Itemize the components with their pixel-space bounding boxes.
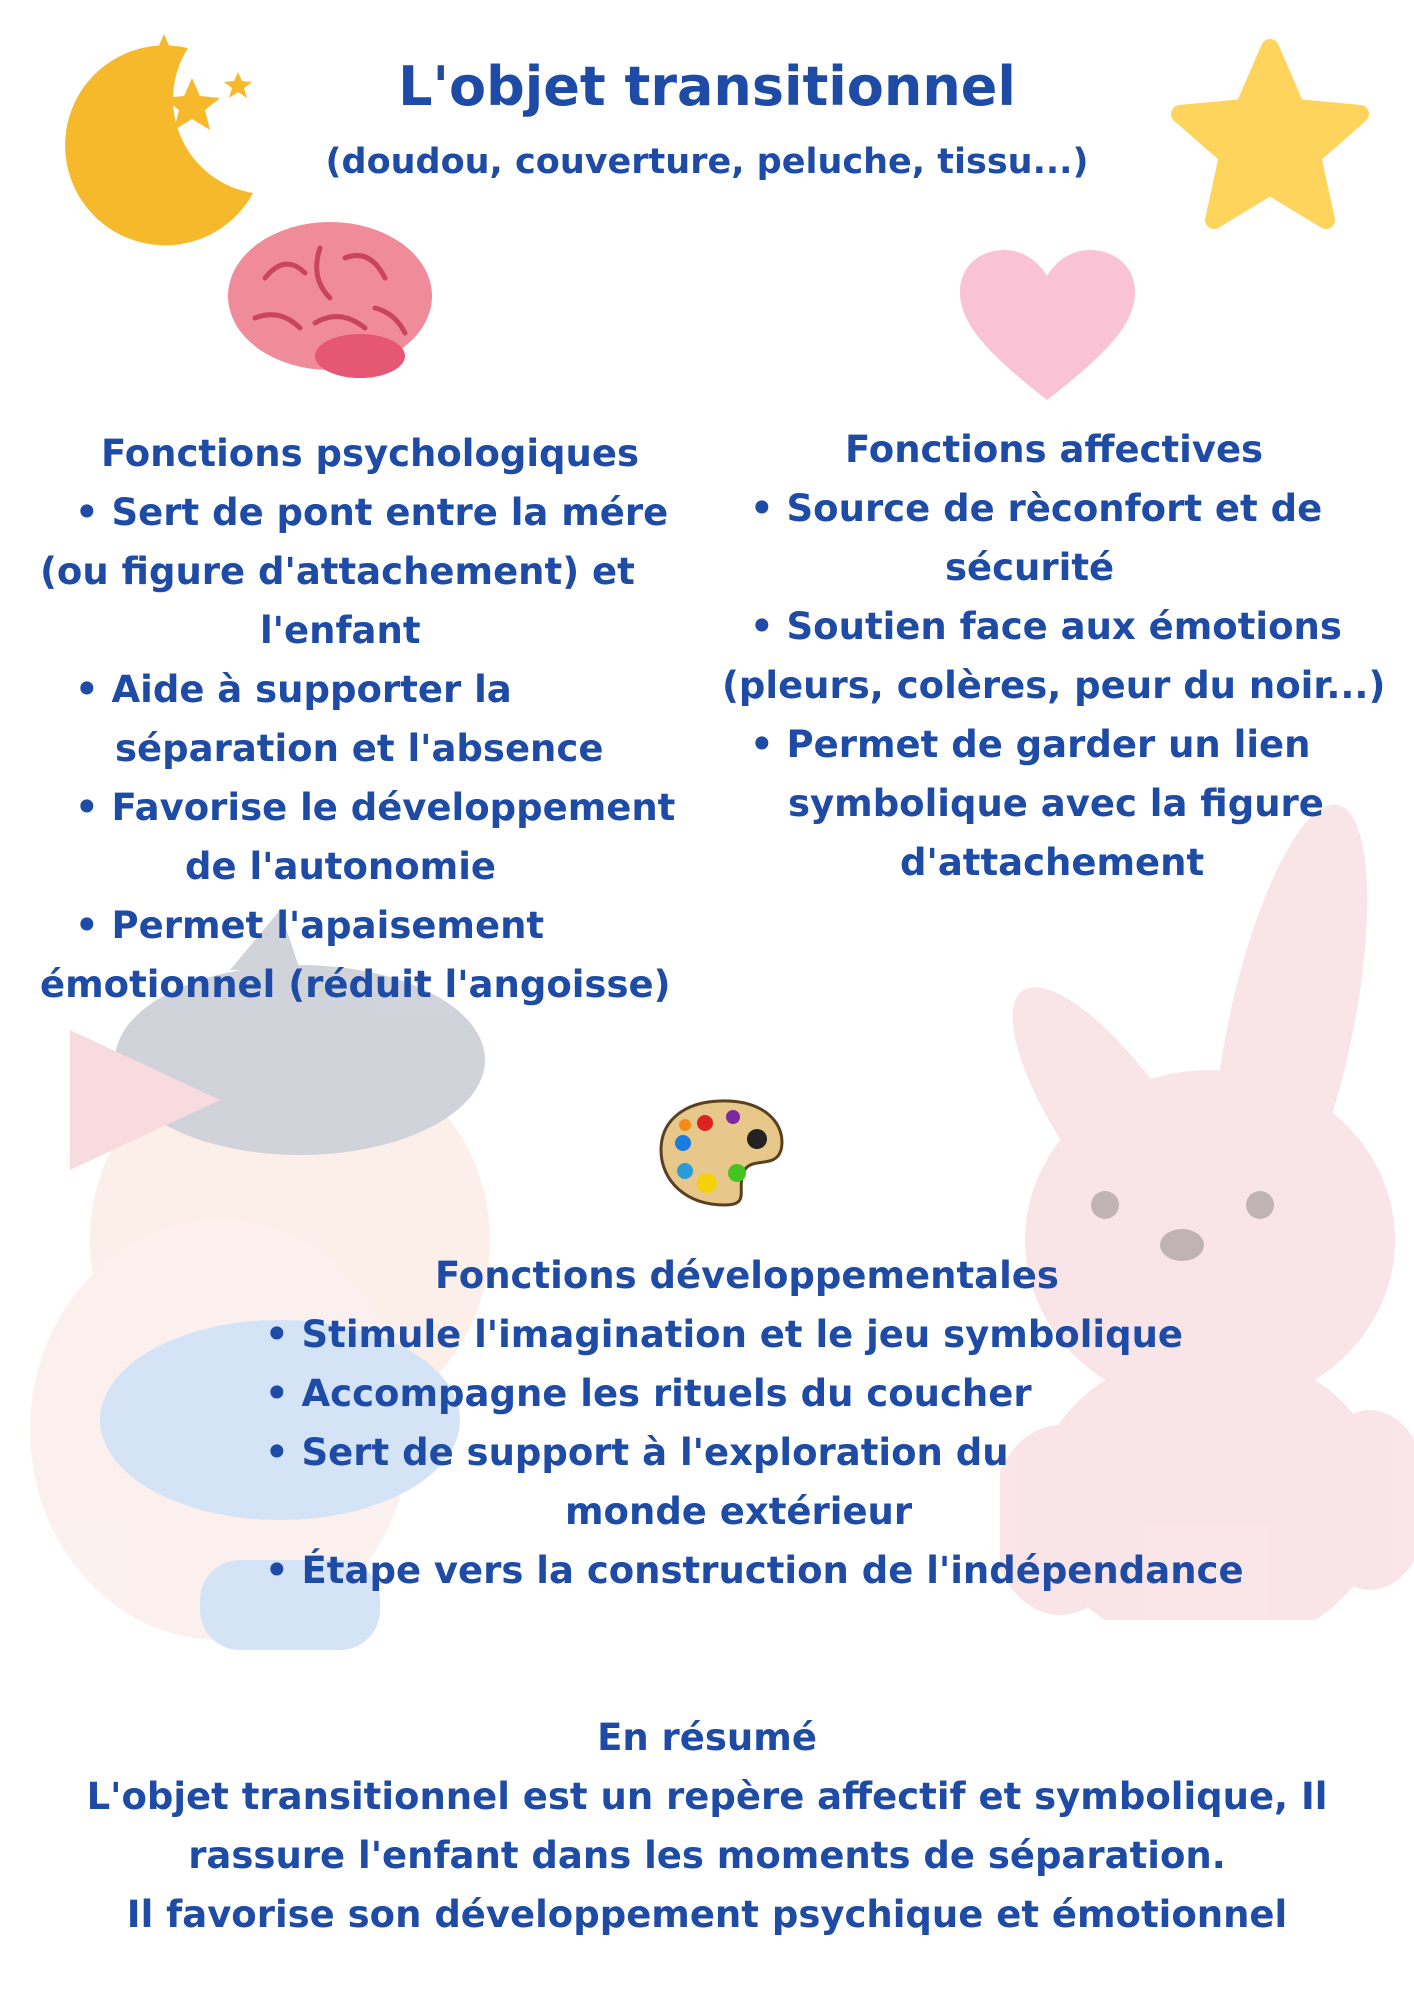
palette-icon: [655, 1095, 790, 1210]
list-item: • Sert de support à l'exploration du: [265, 1431, 1009, 1474]
list-item: séparation et l'absence: [115, 727, 604, 770]
section-resume: [0, 1708, 1414, 1944]
page-title: L'objet transitionnel: [398, 55, 1016, 118]
list-item: d'attachement: [900, 841, 1205, 884]
list-item: • Source de rèconfort et de: [750, 487, 1323, 530]
list-item: symbolique avec la figure: [788, 782, 1324, 825]
summary-line: rassure l'enfant dans les moments de séparation.: [188, 1834, 1226, 1877]
list-item: de l'autonomie: [185, 845, 496, 888]
section-heading: Fonctions affectives: [845, 428, 1264, 471]
section-heading: Fonctions développementales: [435, 1254, 1059, 1297]
list-item: • Permet de garder un lien: [750, 723, 1311, 766]
brain-icon: [225, 218, 435, 388]
heart-icon: [960, 250, 1135, 405]
list-item: sécurité: [945, 546, 1115, 589]
list-item: • Accompagne les rituels du coucher: [265, 1372, 1032, 1415]
list-item: • Favorise le développement: [75, 786, 676, 829]
section-affectives: [720, 420, 1410, 892]
summary-line: Il favorise son développement psychique et émotionnel: [126, 1893, 1288, 1936]
section-heading: Fonctions psychologiques: [100, 432, 640, 475]
list-item: émotionnel (réduit l'angoisse): [40, 963, 671, 1006]
list-item: • Permet l'apaisement: [75, 904, 545, 947]
section-developpementales: [260, 1246, 1260, 1600]
list-item: • Sert de pont entre la mére: [75, 491, 669, 534]
list-item: monde extérieur: [565, 1490, 913, 1533]
list-item: l'enfant: [260, 609, 421, 652]
list-item: (ou figure d'attachement) et: [40, 550, 635, 593]
summary-line: L'objet transitionnel est un repère affectif et symbolique, Il: [86, 1775, 1328, 1818]
list-item: • Aide à supporter la: [75, 668, 512, 711]
section-psychologiques: [30, 424, 730, 1014]
page-subtitle: (doudou, couverture, peluche, tissu...): [325, 142, 1089, 182]
list-item: • Étape vers la construction de l'indépendance: [265, 1549, 1244, 1592]
list-item: • Stimule l'imagination et le jeu symbolique: [265, 1313, 1184, 1356]
list-item: (pleurs, colères, peur du noir...): [722, 664, 1386, 707]
list-item: • Soutien face aux émotions: [750, 605, 1342, 648]
section-heading: En résumé: [597, 1716, 817, 1759]
